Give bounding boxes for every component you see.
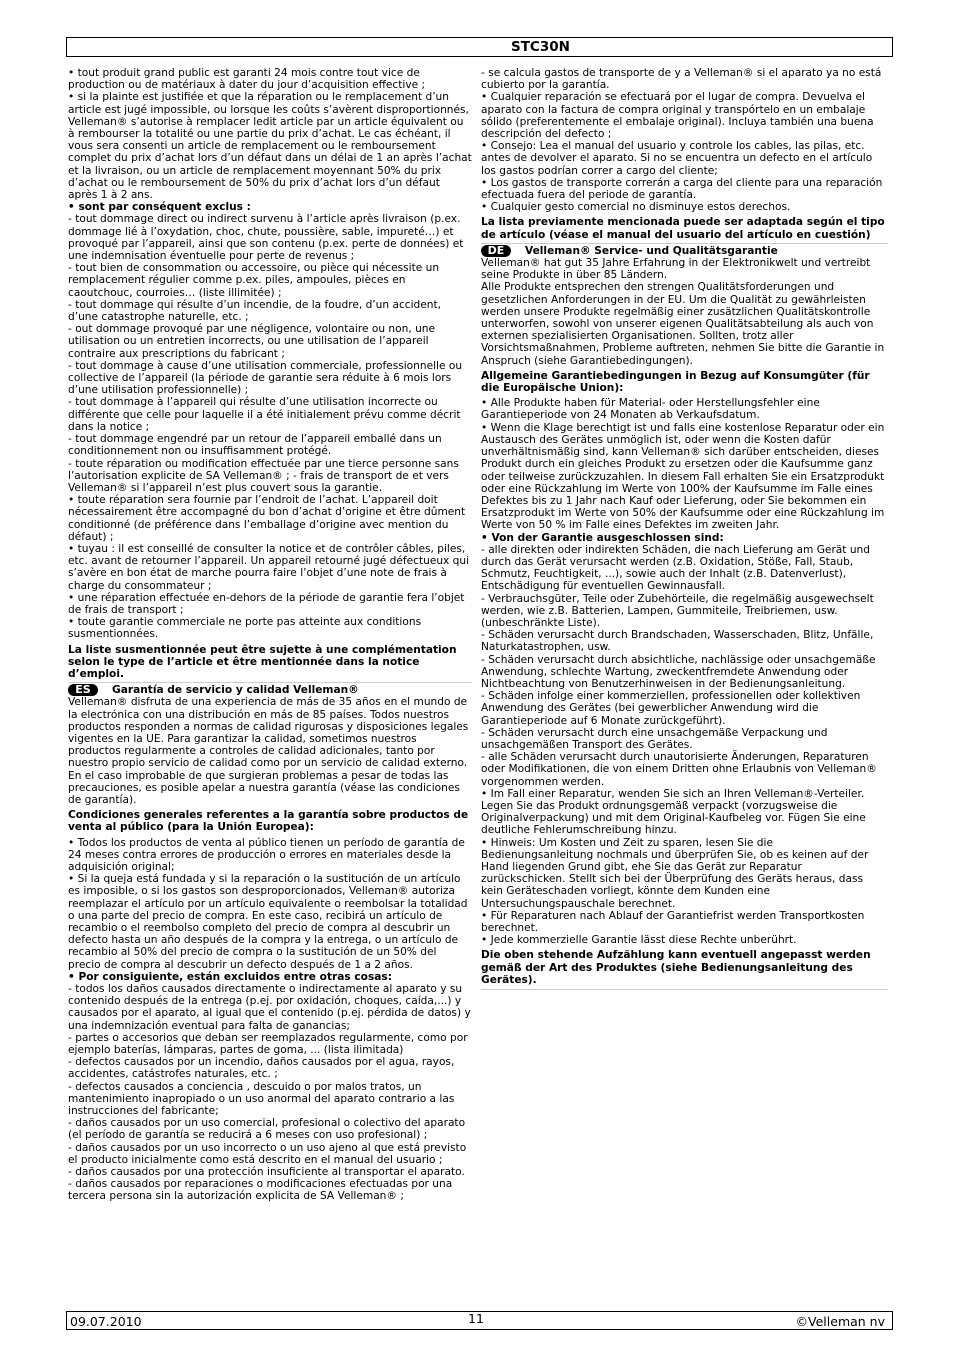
list-item: • Für Reparaturen nach Ablauf der Garantiefrist werden Transportkosten berechnet. — [481, 909, 865, 935]
list-item: - out dommage provoqué par une négligence, volontaire ou non, une utilisation ou un entretien incorrects, ou une utilisation de l’appareil contraire aux prescriptions du fabricant ; — [68, 323, 436, 360]
list-item: • Si la queja está fundada y si la reparación o la sustitución de un artículo es imposible, o si los gastos son desproporcionados, Velleman® autoriza reemplazar el artículo por un artículo equivalente o reembolsar la totalidad o una parte del precio de compra. En este caso, recibirá un artículo de recambio o el reembolso completo del precio de compra al descubrir un defecto hasta un año después de la compra y la entrega, o un artículo de recambio al 50% del precio de compra o la sustitución de un 50% del precio de compra al descubrir un defecto después de 1 a 2 años. — [68, 873, 468, 971]
list-item: - daños causados por un uso comercial, profesional o colectivo del aparato (el período de garantía se reducirá a 6 meses con uso profesional) ; — [68, 1117, 466, 1142]
page-header — [66, 37, 893, 57]
list-item: - daños causados por un uso incorrecto o un uso ajeno al que está previsto el producto inicialmente como está descrito en el manual del usuario ; — [68, 1141, 467, 1166]
list-item: • une réparation effectuée en-dehors de la période de garantie fera l’objet de frais de transport ; — [68, 591, 465, 616]
list-item: - alle direkten oder indirekten Schäden, die nach Lieferung am Gerät und durch das Gerät verursacht werden (z.B. Oxidation, Stöße, Fall, Staub, Schmutz, Feuchtigkeit, ...), sowie auch der Inhalt (z.B. Datenverlust), Entschädigung für eventuellen Gewinnausfall. — [481, 543, 870, 593]
list-item: - tout dommage qui résulte d’un incendie, de la foudre, d’un accident, d’une catastrophe naturelle, etc. ; — [68, 298, 442, 324]
list-item: • Jede kommerzielle Garantie lässt diese Rechte unberührt. — [481, 934, 797, 947]
list-item: - se calcula gastos de transporte de y a Velleman® si el aparato ya no está cubierto por la garantía. — [481, 67, 882, 92]
conditions-heading: Allgemeine Garantiebedingungen in Bezug auf Konsumgüter (für die Europäische Union): — [481, 369, 870, 395]
list-item: - Verbrauchsgüter, Teile oder Zubehörteile, die regelmäßig ausgewechselt werden, wie z.B. Batterien, Lampen, Gummiteile, Treibriemen, usw. (unbeschränkte Liste). — [481, 592, 874, 629]
de-flag-icon: DE — [481, 245, 511, 257]
list-item: - Schäden verursacht durch absichtliche, nachlässige oder unsachgemäße Anwendung, schlechte Wartung, zweckentfremdete Anwendung oder Nichtbeachtung von Benutzerhinweisen in der Bedienungsanleitung. — [481, 653, 876, 690]
list-item: - Schäden verursacht durch Brandschaden, Wasserschaden, Blitz, Unfälle, Naturkatastrophen, usw. — [481, 629, 874, 654]
paragraph: • si la plainte est justifiée et que la réparation ou le remplacement d’un article est jugé impossible, ou lorsque les coûts s’avèrent disproportionnés, Velleman® s’autorise à remplacer ledit article par un article équivalent ou à rembourser la totalité ou une partie du prix d’achat. Le cas échéant, il vous sera consenti un article de remplacement ou le remboursement complet du prix d’achat lors d’un défaut dans un délai de 1 an après l’achat et la livraison, ou un article de remplacement moyennant 50% du prix d’achat ou le remboursement de 50% du prix d’achat lors d’un défaut après 1 à 2 ans. — [68, 91, 472, 202]
page-number: 11 — [468, 1311, 484, 1326]
note-paragraph: Die oben stehende Aufzählung kann eventuell angepasst werden gemäß der Art des Produktes (siehe Bedienungsanleitung des Gerätes). — [481, 949, 871, 986]
list-item: - tout dommage à l’appareil qui résulte d’une utilisation incorrecte ou différente que celle pour laquelle il a été initialement prévu comme décrit dans la notice ; — [68, 396, 461, 433]
note-paragraph: La liste susmentionnée peut être sujette à une complémentation selon le type de l’article et être mentionnée dans la notice d’emploi. — [68, 643, 457, 680]
exclusions-heading: • Von der Garantie ausgeschlossen sind: — [481, 531, 724, 544]
section-title: Velleman® Service- und Qualitätsgarantie — [525, 244, 778, 257]
list-item: - tout bien de consommation ou accessoire, ou pièce qui nécessite un remplacement régulier comme p.ex. piles, ampoules, pièces en caoutchouc, courroies… (liste illimitée) ; — [68, 262, 440, 299]
conditions-heading: Condiciones generales referentes a la garantía sobre productos de venta al público (para la Unión Europea): — [68, 809, 469, 834]
list-item: • toute garantie commerciale ne porte pas atteinte aux conditions susmentionnées. — [68, 616, 422, 641]
list-item: - daños causados por reparaciones o modificaciones efectuadas por una tercera persona sin la autorización explicita de SA Velleman® ; — [68, 1178, 453, 1203]
section-title: Garantía de servicio y calidad Velleman® — [112, 684, 359, 697]
list-item: • Los gastos de transporte correrán a carga del cliente para una reparación efectuada fuera del periode de garantía. — [481, 176, 883, 202]
list-item: • Consejo: Lea el manual del usuario y controle los cables, las pilas, etc. antes de devolver el aparato. Si no se encuentra un defecto en el artículo los gastos podrían correr a cargo del cliente; — [481, 140, 873, 177]
list-item: - defectos causados por un incendio, daños causados por el agua, rayos, accidentes, catástrofes naturales, etc. ; — [68, 1056, 455, 1081]
list-item: - defectos causados a conciencia , descuido o por malos tratos, un mantenimiento inapropiado o un uso anormal del aparato contrario a las instrucciones del fabricante; — [68, 1080, 455, 1118]
list-item: • Hinweis: Um Kosten und Zeit zu sparen, lesen Sie die Bedienungsanleitung nochmals und überprüfen Sie, ob es keinen auf der Hand liegenden Grund gibt, ehe Sie das Gerät zur Reparatur zurückschicken. Stellt sich bei der Überprüfung des Geräts heraus, dass kein Geräteschaden vorliegt, könnte dem Kunden eine Untersuchungspauschale berechnet. — [481, 836, 869, 910]
list-item: - alle Schäden verursacht durch unautorisierte Änderungen, Reparaturen oder Modifikationen, die von einem Dritten ohne Erlaubnis von Velleman® vorgenommen werden. — [481, 751, 877, 788]
list-item: - toute réparation ou modification effectuée par une tierce personne sans l’autorisation explicite de SA Velleman® ; - frais de transport de et vers Velleman® si l’appareil n’est plus couvert sous la garantie. — [68, 457, 459, 494]
list-item: - partes o accesorios que deban ser reemplazados regularmente, como por ejemplo baterías, lámparas, partes de goma, ... (lista ilimitada) — [68, 1031, 468, 1057]
exclusions-heading: • Por consiguiente, están excluidos entre otras cosas: — [68, 970, 392, 983]
list-item: • tuyau : il est conseillé de consulter la notice et de contrôler câbles, piles, etc. avant de retourner l’appareil. Un appareil retourné jugé défectueux qui s’avère en bon état de marche pourra faire l’objet d’une note de frais à charge du consommateur ; — [68, 542, 470, 592]
note-paragraph: La lista previamente mencionada puede ser adaptada según el tipo de artículo (véase el manual del usuario del artículo en cuestión) — [481, 216, 885, 241]
paragraph: Velleman® disfruta de una experiencia de más de 35 años en el mundo de la electrónica con una distribución en más de 85 países. Todos nuestros productos responden a normas de calidad rigurosas y disposiciones legales vigentes en la UE. Para garantizar la calidad, sometimos nuestros productos regularmente a controles de calidad adicionales, tanto por nuestro propio servicio de calidad como por un servicio de calidad externo. En el caso improbable de que surgieran problemas a pesar de todas las precauciones, es posible apelar a nuestra garantía (véase las condiciones de garantía). — [68, 696, 469, 806]
es-flag-icon: ES — [68, 684, 98, 696]
paragraph: • tout produit grand public est garanti 24 mois contre tout vice de production ou de matériaux à dater du jour d’acquisition effective ; — [68, 67, 426, 92]
list-item: • Im Fall einer Reparatur, wenden Sie sich an Ihren Velleman®-Verteiler. Legen Sie das Produkt ordnungsgemäß verpackt (vorzugsweise die Originalverpackung) und mit dem Original-Kaufbeleg vor. Fügen Sie eine deutliche Fehlerumschreibung hinzu. — [481, 787, 866, 837]
list-item: • Cualquier gesto comercial no disminuye estos derechos. — [481, 201, 791, 214]
right-column — [481, 67, 888, 990]
list-item: • Cualquier reparación se efectuará por el lugar de compra. Devuelva el aparato con la factura de compra original y transpórtelo en un embalaje sólido (preferentemente el embalaje original). Incluya también una buena descripción del defecto ; — [481, 91, 874, 141]
list-item: - tout dommage à cause d’une utilisation commerciale, professionnelle ou collective de l’appareil (la période de garantie sera réduite à 6 mois lors d’une utilisation professionnelle) ; — [68, 359, 463, 397]
section-de — [481, 243, 888, 257]
page-footer — [66, 1311, 893, 1330]
section-es — [68, 682, 472, 696]
list-item: • Todos los productos de venta al público tienen un período de garantía de 24 meses contra errores de producción o errores en materiales desde la adquisición original; — [68, 836, 465, 873]
paragraph: Velleman® hat gut 35 Jahre Erfahrung in der Elektronikwelt und vertreibt seine Produkte in über 85 Ländern. — [481, 257, 871, 282]
paragraph: Alle Produkte entsprechen den strengen Qualitätsforderungen und gesetzlichen Anforderungen in der EU. Um die Qualität zu gewährleisten werden unsere Produkte regelmäßig einer zusätzlichen Qualitätskontrolle unterworfen, sowohl von unserer eigenen Qualitätsabteilung als auch von externen spezialisierten Organisationen. Sollten, trotz aller Vorsichtsmaßnahmen, Probleme auftreten, nehmen Sie bitte die Garantie in Anspruch (siehe Garantiebedingungen). — [481, 281, 885, 367]
footer-date: 09.07.2010 — [70, 1314, 142, 1329]
model-title: STC30N — [511, 39, 570, 55]
list-item: • Wenn die Klage berechtigt ist und falls eine kostenlose Reparatur oder ein Austausch des Gerätes unmöglich ist, oder wenn die Kosten dafür unverhältnismäßig sind, kann Velleman® sich darüber entscheiden, dieses Produkt durch ein gleiches Produkt zu ersetzen oder die Kaufsumme ganz oder teilweise zurückzuzahlen. In diesem Fall erhalten Sie ein Ersatzprodukt oder eine Rückzahlung im Werte von 100% der Kaufsumme im Falle eines Defektes bis zu 1 Jahr nach Kauf oder Lieferung, oder Sie bekommen ein Ersatzprodukt im Werte von 50% der Kaufsumme oder eine Rückzahlung im Werte von 50 % im Falle eines Defektes im zweiten Jahr. — [481, 421, 885, 532]
list-item: - todos los daños causados directamente o indirectamente al aparato y su contenido después de la entrega (p.ej. por oxidación, choques, caída,...) y causados por el aparato, al igual que el contenido (p.ej. pérdida de datos) y una indemnización eventual para falta de ganancias; — [68, 983, 471, 1032]
list-item: - Schäden verursacht durch eine unsachgemäße Verpackung und unsachgemäßen Transport des Gerätes. — [481, 726, 828, 751]
list-item: - daños causados por una protección insuficiente al transportar el aparato. — [68, 1166, 465, 1179]
list-item: - tout dommage direct ou indirect survenu à l’article après livraison (p.ex. dommage lié à l’oxydation, choc, chute, poussière, sable, impureté…) et provoqué par l’appareil, ainsi que son contenu (p.ex. perte de données) et une indemnisation éventuelle pour perte de revenus ; — [68, 213, 464, 263]
exclusions-heading: • sont par conséquent exclus : — [68, 201, 251, 214]
footer-copyright: ©Velleman nv — [795, 1314, 885, 1329]
section-divider — [481, 989, 888, 990]
list-item: - Schäden infolge einer kommerziellen, professionellen oder kollektiven Anwendung des Gerätes (bei gewerblicher Anwendung wird die Garantieperiode auf 6 Monate zurückgeführt). — [481, 690, 861, 727]
left-column — [68, 67, 472, 1203]
list-item: • Alle Produkte haben für Material- oder Herstellungsfehler eine Garantieperiode von 24 Monaten ab Verkaufsdatum. — [481, 397, 820, 422]
list-item: - tout dommage engendré par un retour de l’appareil emballé dans un conditionnement non ou insuffisamment protégé. — [68, 433, 442, 458]
list-item: • toute réparation sera fournie par l’endroit de l’achat. L’appareil doit nécessairement être accompagné du bon d’achat d’origine et être dûment conditionné (de préférence dans l’emballage d’origine avec mention du défaut) ; — [68, 494, 466, 543]
